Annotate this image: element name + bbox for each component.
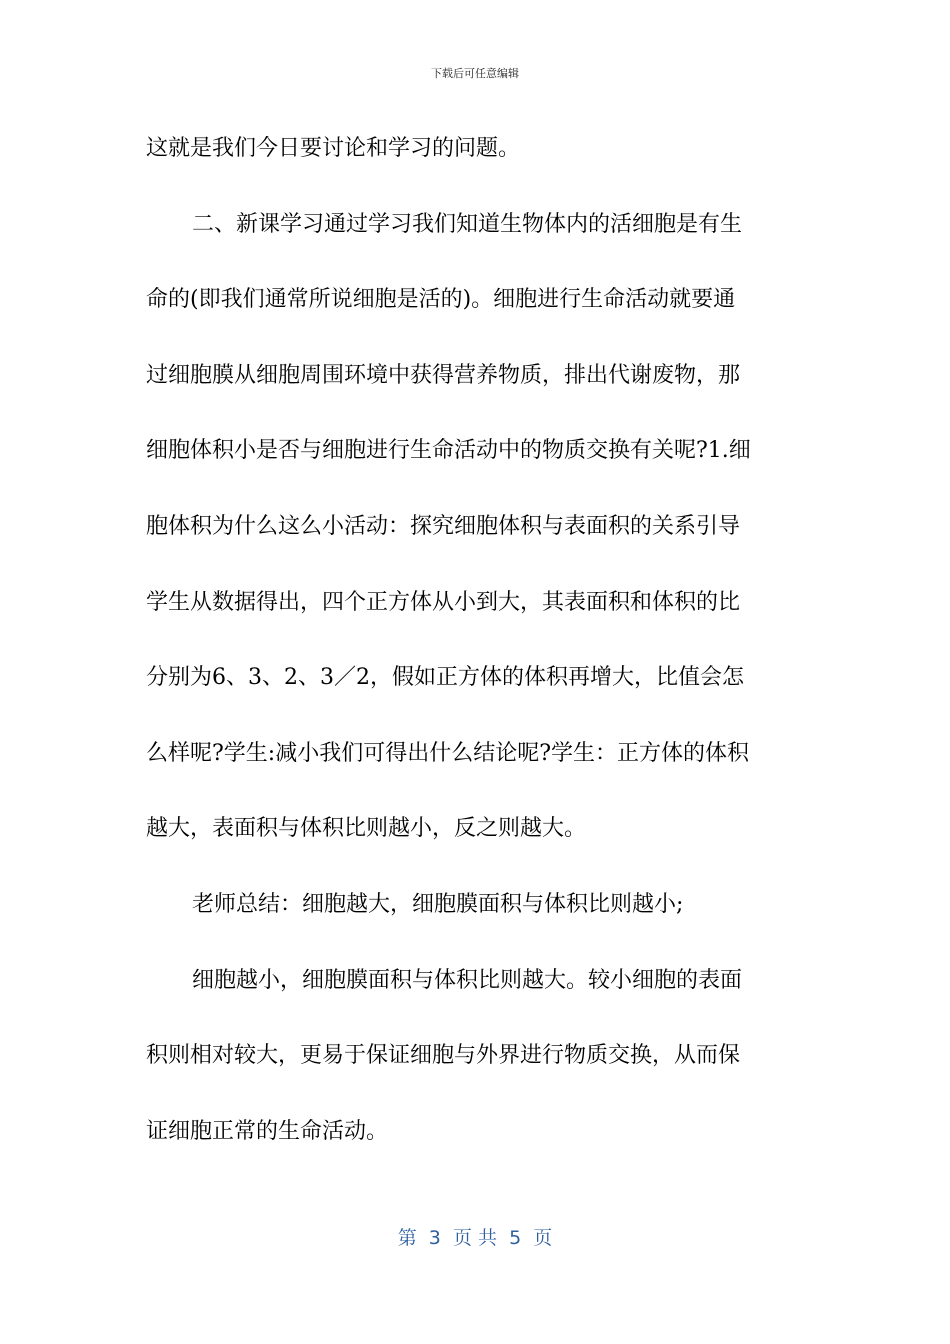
text-line: 证细胞正常的生命活动。 xyxy=(146,1118,389,1144)
page-number-footer: 第 3 页 共 5 页 xyxy=(397,1227,553,1249)
document-body xyxy=(146,111,806,1169)
paragraph-start-line: 老师总结：细胞越大，细胞膜面积与体积比则越小; xyxy=(192,891,684,917)
text-line: 学生从数据得出，四个正方体从小到大，其表面积和体积的比 xyxy=(146,589,741,615)
text-line: 过细胞膜从细胞周围环境中获得营养物质，排出代谢废物，那 xyxy=(146,362,741,388)
text-line: 分别为6、3、2、3／2，假如正方体的体积再增大，比值会怎 xyxy=(146,665,744,691)
text-line: 命的(即我们通常所说细胞是活的)。细胞进行生命活动就要通 xyxy=(146,287,736,313)
paragraph-start-line: 细胞越小，细胞膜面积与体积比则越大。较小细胞的表面 xyxy=(192,967,743,993)
text-line: 么样呢?学生:减小我们可得出什么结论呢?学生：正方体的体积 xyxy=(146,740,750,766)
paragraph-start-line: 二、新课学习通过学习我们知道生物体内的活细胞是有生 xyxy=(192,211,743,237)
text-line: 细胞体积小是否与细胞进行生命活动中的物质交换有关呢?1.细 xyxy=(146,438,751,464)
text-line: 胞体积为什么这么小活动：探究细胞体积与表面积的关系引导 xyxy=(146,513,741,539)
text-line: 积则相对较大，更易于保证细胞与外界进行物质交换，从而保 xyxy=(146,1043,741,1069)
text-line: 越大，表面积与体积比则越小，反之则越大。 xyxy=(146,816,587,842)
text-line: 这就是我们今日要讨论和学习的问题。 xyxy=(146,136,521,161)
page-header: 下载后可任意编辑 xyxy=(431,67,519,80)
